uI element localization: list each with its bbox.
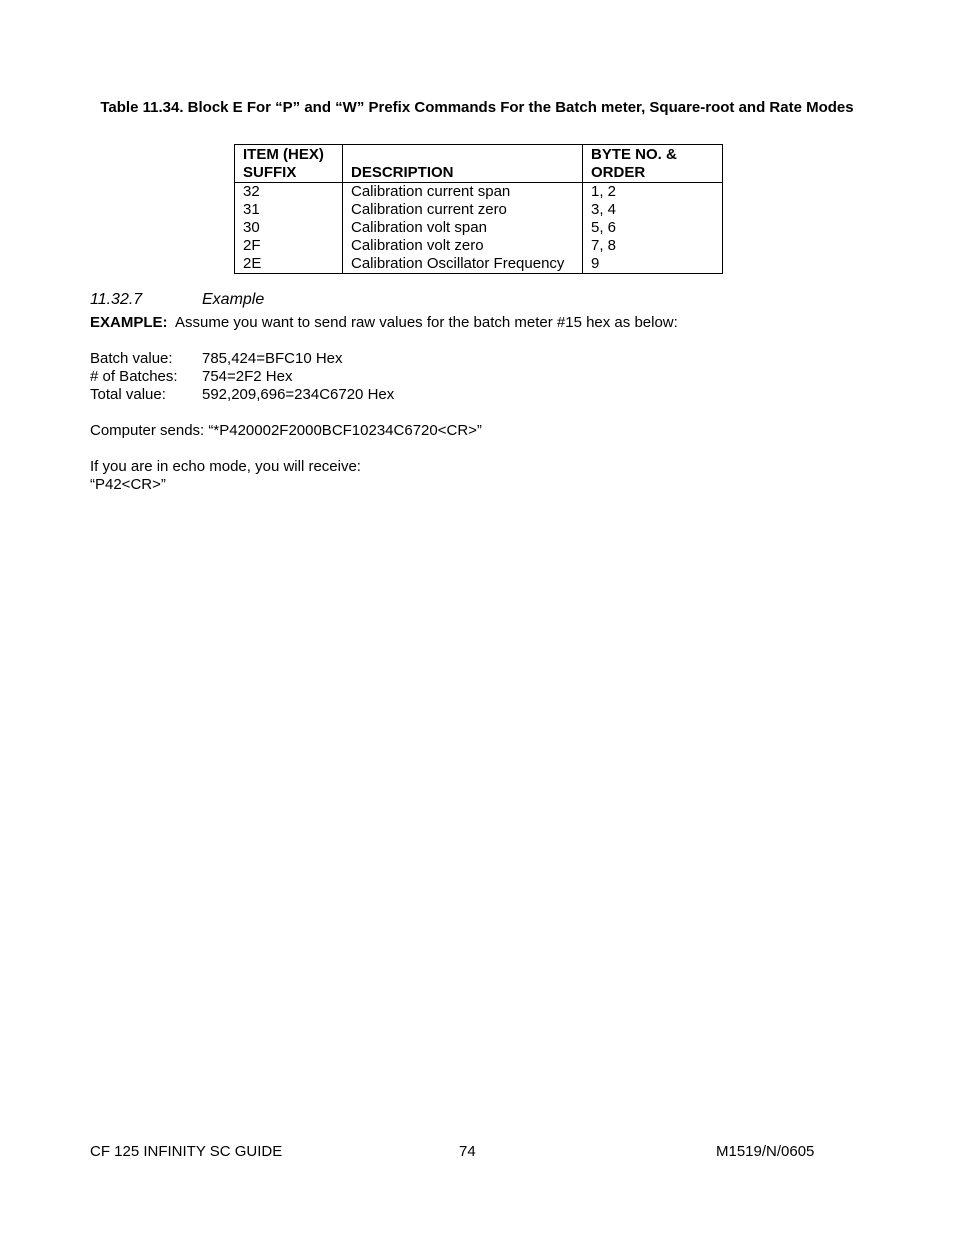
value-label: Batch value: [90,350,173,367]
example-intro [90,314,678,332]
table-caption: Table 11.34. Block E For “P” and “W” Prefix Commands For the Batch meter, Square-root and Rate Modes [100,99,854,116]
cell-suffix: 2F [235,237,343,255]
section-heading [90,290,264,310]
value-text: 785,424=BFC10 Hex [202,350,343,367]
footer-page-number: 74 [459,1143,476,1160]
header-line: SUFFIX [243,164,297,181]
table-row [235,255,723,274]
value-text: 592,209,696=234C6720 Hex [202,386,395,403]
cell-suffix: 32 [235,183,343,202]
cell-description: Calibration current zero [343,201,583,219]
cell-description: Calibration current span [343,183,583,202]
example-intro-text: Assume you want to send raw values for the batch meter #15 hex as below: [175,314,678,331]
table-row [235,183,723,202]
value-label: Total value: [90,386,166,403]
block-e-table [234,144,723,274]
batch-value-line [90,350,343,368]
example-label: EXAMPLE: [90,314,168,331]
section-title: Example [202,291,265,308]
header-line: BYTE NO. & [591,146,677,163]
footer-doc-code: M1519/N/0605 [716,1143,815,1160]
value-label: # of Batches: [90,368,178,385]
computer-sends-line: Computer sends: “*P420002F2000BCF10234C6720<CR>” [90,422,482,439]
table-header-row [235,145,723,183]
header-byte-order [583,145,723,183]
cell-description: Calibration Oscillator Frequency [343,255,583,274]
cell-suffix: 2E [235,255,343,274]
num-batches-line [90,368,292,386]
total-value-line [90,386,394,404]
header-description [343,145,583,183]
header-item-hex-suffix [235,145,343,183]
header-line: ORDER [591,164,646,181]
table-row [235,201,723,219]
cell-byte-order: 9 [583,255,723,274]
cell-byte-order: 5, 6 [583,219,723,237]
cell-suffix: 31 [235,201,343,219]
cell-byte-order: 7, 8 [583,237,723,255]
cell-byte-order: 3, 4 [583,201,723,219]
table-row [235,237,723,255]
table-row [235,219,723,237]
echo-mode-line: If you are in echo mode, you will receive: [90,458,361,475]
value-text: 754=2F2 Hex [202,368,293,385]
cell-suffix: 30 [235,219,343,237]
cell-byte-order: 1, 2 [583,183,723,202]
section-number: 11.32.7 [90,291,143,308]
cell-description: Calibration volt zero [343,237,583,255]
header-line: DESCRIPTION [351,164,454,181]
cell-description: Calibration volt span [343,219,583,237]
echo-response-line: “P42<CR>” [90,476,166,493]
header-line: ITEM (HEX) [243,146,324,163]
footer-guide-title: CF 125 INFINITY SC GUIDE [90,1143,283,1160]
